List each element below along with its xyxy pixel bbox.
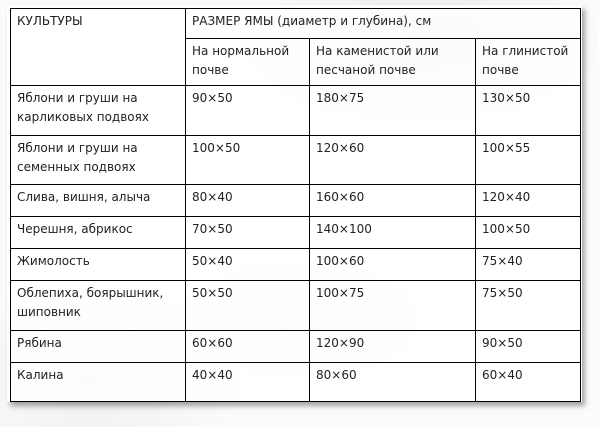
crop-cell: Яблони и груши на семенных подвоях [11,136,186,185]
table-row [11,217,581,249]
stony-soil-cell: 120×60 [310,136,476,185]
normal-soil-cell: 60×60 [186,331,310,363]
normal-soil-cell: 40×40 [186,363,310,402]
table-row [11,331,581,363]
table-row [11,249,581,281]
normal-soil-cell: 50×40 [186,249,310,281]
table-row [11,136,581,185]
clay-soil-cell: 130×50 [476,86,581,136]
normal-soil-cell: 70×50 [186,217,310,249]
stony-soil-cell: 180×75 [310,86,476,136]
crop-cell: Слива, вишня, алыча [11,185,186,217]
table-row [11,363,581,402]
clay-soil-cell: 120×40 [476,185,581,217]
crop-cell: Жимолость [11,249,186,281]
stony-soil-cell: 100×75 [310,281,476,331]
header-row-main [11,9,581,39]
clay-soil-cell: 75×50 [476,281,581,331]
crop-cell: Черешня, абрикос [11,217,186,249]
header-pit-size: РАЗМЕР ЯМЫ (диаметр и глубина), см [186,9,581,39]
table-row [11,281,581,331]
crop-cell: Калина [11,363,186,402]
normal-soil-cell: 100×50 [186,136,310,185]
table-row [11,86,581,136]
crop-cell: Облепиха, боярышник, шиповник [11,281,186,331]
crop-cell: Рябина [11,331,186,363]
clay-soil-cell: 90×50 [476,331,581,363]
stony-soil-cell: 140×100 [310,217,476,249]
header-crops: КУЛЬТУРЫ [11,9,186,86]
header-soil-stony: На каменистой или песчаной почве [310,39,476,86]
stony-soil-cell: 100×60 [310,249,476,281]
clay-soil-cell: 100×50 [476,217,581,249]
header-soil-normal: На нормальной почве [186,39,310,86]
table-row [11,185,581,217]
stony-soil-cell: 160×60 [310,185,476,217]
normal-soil-cell: 50×50 [186,281,310,331]
normal-soil-cell: 80×40 [186,185,310,217]
normal-soil-cell: 90×50 [186,86,310,136]
clay-soil-cell: 75×40 [476,249,581,281]
pit-size-table [10,8,581,402]
crop-cell: Яблони и груши на карликовых подвоях [11,86,186,136]
stony-soil-cell: 120×90 [310,331,476,363]
clay-soil-cell: 60×40 [476,363,581,402]
clay-soil-cell: 100×55 [476,136,581,185]
stony-soil-cell: 80×60 [310,363,476,402]
header-soil-clay: На глинистой почве [476,39,581,86]
